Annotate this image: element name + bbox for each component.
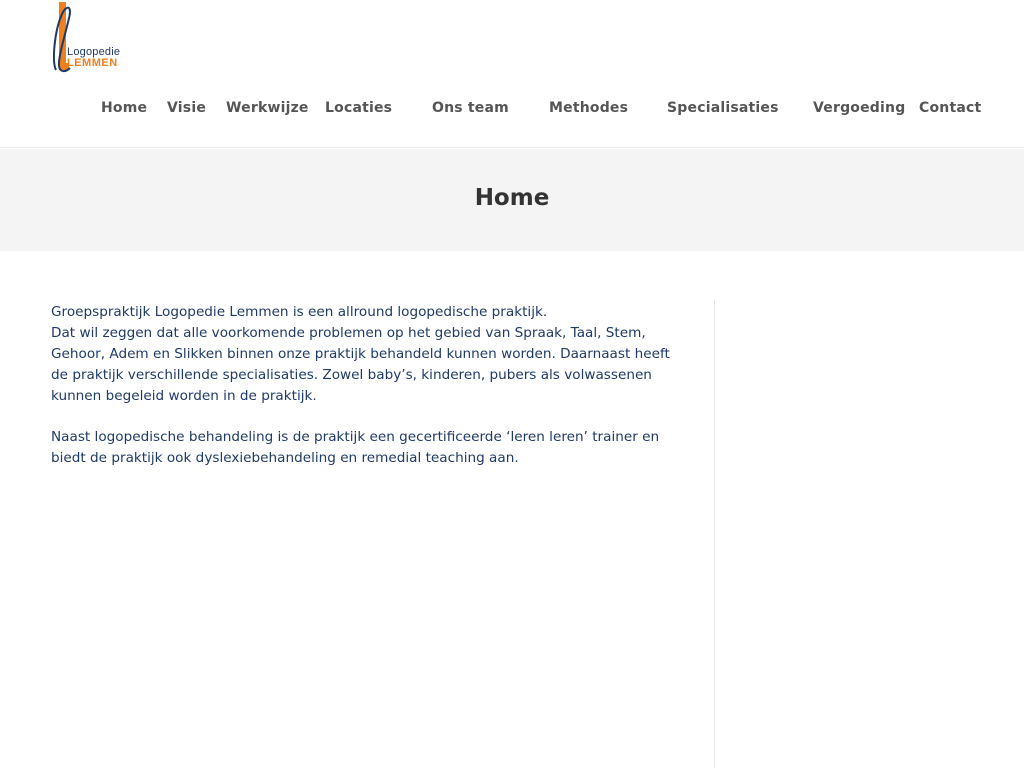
intro-paragraph: Groepspraktijk Logopedie Lemmen is een allround logopedische praktijk. Dat wil zeggen dat alle voorkomende problemen op het gebied van Spraak, Taal, Stem, Gehoor, Adem en Slikken binnen onze praktijk behandeld kunnen worden. Daarnaast heeft de praktijk verschillende specialisaties. Zowel baby’s, kinderen, pubers als volwassenen kunnen begeleid worden in de praktijk. bbox=[51, 304, 670, 404]
site-header bbox=[0, 0, 1024, 148]
nav-item-vergoeding[interactable]: Vergoeding bbox=[813, 100, 906, 116]
sidebar-divider bbox=[714, 300, 715, 768]
logo-word-bottom: LEMMEN bbox=[67, 57, 118, 69]
nav-item-visie[interactable]: Visie bbox=[167, 100, 207, 116]
nav-item-home[interactable]: Home bbox=[101, 100, 148, 116]
nav-item-werkwijze[interactable]: Werkwijze bbox=[226, 100, 309, 116]
page-title: Home bbox=[474, 185, 550, 211]
nav-item-contact[interactable]: Contact bbox=[919, 100, 982, 116]
services-paragraph: Naast logopedische behandeling is de praktijk een gecertificeerde ‘leren leren’ trainer en biedt de praktijk ook dyslexiebehandeling en remedial teaching aan. bbox=[51, 429, 660, 466]
nav-item-methodes[interactable]: Methodes bbox=[549, 100, 629, 116]
main-content bbox=[51, 302, 691, 489]
main-navigation bbox=[0, 100, 1024, 122]
site-logo[interactable] bbox=[50, 2, 145, 74]
nav-item-specialisaties[interactable]: Specialisaties bbox=[667, 100, 779, 116]
nav-item-locaties[interactable]: Locaties bbox=[325, 100, 393, 116]
logo-word-top: Logopedie bbox=[67, 46, 121, 58]
nav-item-ons-team[interactable]: Ons team bbox=[432, 100, 509, 116]
